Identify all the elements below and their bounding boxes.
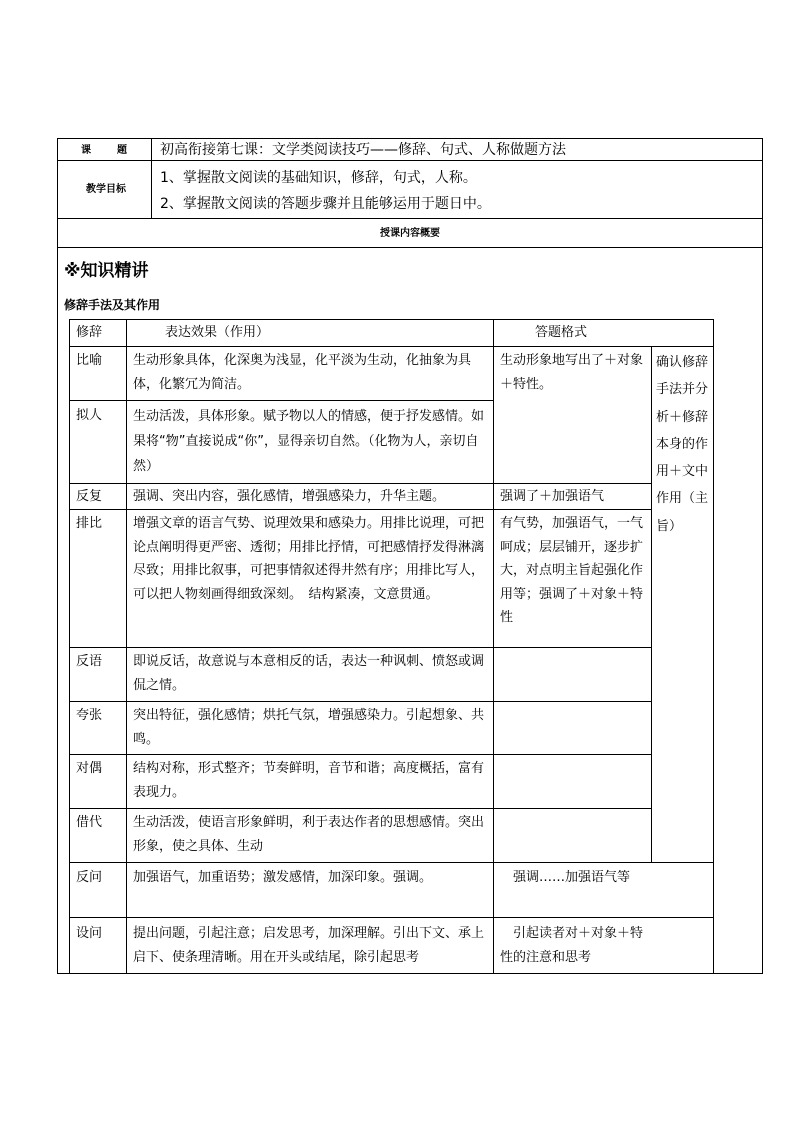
- table-divider-col3: [651, 346, 652, 863]
- row-format-3: 强调了＋加强语气: [500, 489, 605, 504]
- header-border-row3: [57, 247, 763, 248]
- row-name-4: 排比: [76, 516, 103, 531]
- overview-label: 授课内容概要: [380, 228, 440, 239]
- row-effect-7: 结构对称，形式整齐；节奏鲜明，音节和谐；高度概括，富有表现力。: [133, 761, 485, 800]
- goal-label: 教学目标: [86, 184, 126, 195]
- table-border-right: [713, 319, 714, 974]
- row-effect-5: 即说反话，故意说与本意相反的话，表达一种讽刺、愤怒或调侃之情。: [133, 654, 485, 693]
- row-effect-3: 强调、突出内容，强化感情，增强感染力，升华主题。: [133, 489, 446, 504]
- header-border-row1: [57, 160, 763, 161]
- row-format-9: 强调……加强语气等: [500, 870, 631, 885]
- topic-value: 初高衔接第七课：文学类阅读技巧——修辞、句式、人称做题方法: [160, 142, 566, 158]
- outer-right-border: [762, 138, 763, 974]
- header-border-row2: [57, 218, 763, 219]
- row-effect-9: 加强语气，加重语势；激发感情，加深印象。强调。: [133, 870, 433, 885]
- col-header-effect: 表达效果（作用）: [165, 325, 270, 340]
- table-border-top: [69, 319, 714, 320]
- table-hline-9: [69, 917, 714, 918]
- row-name-10: 设问: [76, 926, 103, 941]
- table-hline-5: [69, 701, 652, 702]
- header-border-top: [57, 138, 763, 139]
- row-name-7: 对偶: [76, 761, 103, 776]
- row-effect-1: 生动形象具体，化深奥为浅显，化平淡为生动，化抽象为具体，化繁冗为简洁。: [133, 353, 472, 392]
- table-hline-2: [69, 483, 652, 484]
- row-name-9: 反问: [76, 870, 103, 885]
- row-format-10: 引起读者对＋对象＋特性的注意和思考: [500, 926, 644, 965]
- format-merged: 生动形象地写出了＋对象＋特性。: [500, 353, 644, 392]
- table-hline-3: [69, 509, 652, 510]
- row-name-1: 比喻: [76, 353, 103, 368]
- outer-left-border: [57, 138, 58, 974]
- row-format-4: 有气势，加强语气，一气呵成；层层铺开，逐步扩大，对点明主旨起强化作用等；强调了＋对象＋特性: [500, 516, 644, 625]
- table-hline-8: [69, 862, 714, 863]
- col-header-format: 答题格式: [535, 325, 588, 340]
- section-subtitle: 修辞手法及其作用: [64, 298, 161, 312]
- section-title: ※知识精讲: [64, 261, 149, 281]
- table-hline-6: [69, 754, 652, 755]
- row-name-5: 反语: [76, 654, 103, 669]
- row-name-8: 借代: [76, 815, 103, 830]
- row-effect-8: 生动活泼，使语言形象鲜明，利于表达作者的思想感情。突出形象，使之具体、生动: [133, 815, 485, 854]
- goal-item-1: 1、掌握散文阅读的基础知识，修辞，句式，人称。: [160, 170, 477, 186]
- table-hline-4: [69, 647, 652, 648]
- header-label-divider: [151, 138, 152, 218]
- row-effect-10: 提出问题，引起注意；启发思考，加深理解。引出下文、承上启下、使条理清晰。用在开头或结尾，除引起思考: [133, 926, 485, 965]
- side-note: 确认修辞手法并分析＋修辞本身的作用＋文中作用（主旨）: [656, 355, 709, 534]
- goal-item-2: 2、掌握散文阅读的答题步骤并且能够运用于题日中。: [160, 196, 491, 212]
- row-effect-6: 突出特征，强化感情；烘托气氛，增强感染力。引起想象、共鸣。: [133, 708, 485, 747]
- row-name-6: 夸张: [76, 708, 103, 723]
- outer-bottom-border: [57, 973, 763, 974]
- topic-label: 课 题: [81, 145, 129, 156]
- table-hline-header: [69, 346, 714, 347]
- row-name-3: 反复: [76, 489, 103, 504]
- col-header-name: 修辞: [76, 325, 103, 340]
- table-hline-7: [69, 808, 652, 809]
- row-effect-4: 增强文章的语言气势、说理效果和感染力。用排比说理，可把论点阐明得更严密、透彻；用排比抒情，可把感情抒发得淋漓尽致；用排比叙事，可把事情叙述得井然有序；用排比写人，可以把人物刻画得细致深刻。 结构紧凑，文意贯通。: [133, 516, 485, 602]
- row-effect-2: 生动活泼，具体形象。赋予物以人的情感，便于抒发感情。如果将“物”直接说成“你”，显得亲切自然。（化物为人，亲切自然）: [133, 409, 485, 474]
- row-name-2: 拟人: [76, 408, 103, 423]
- table-hline-1: [69, 400, 494, 401]
